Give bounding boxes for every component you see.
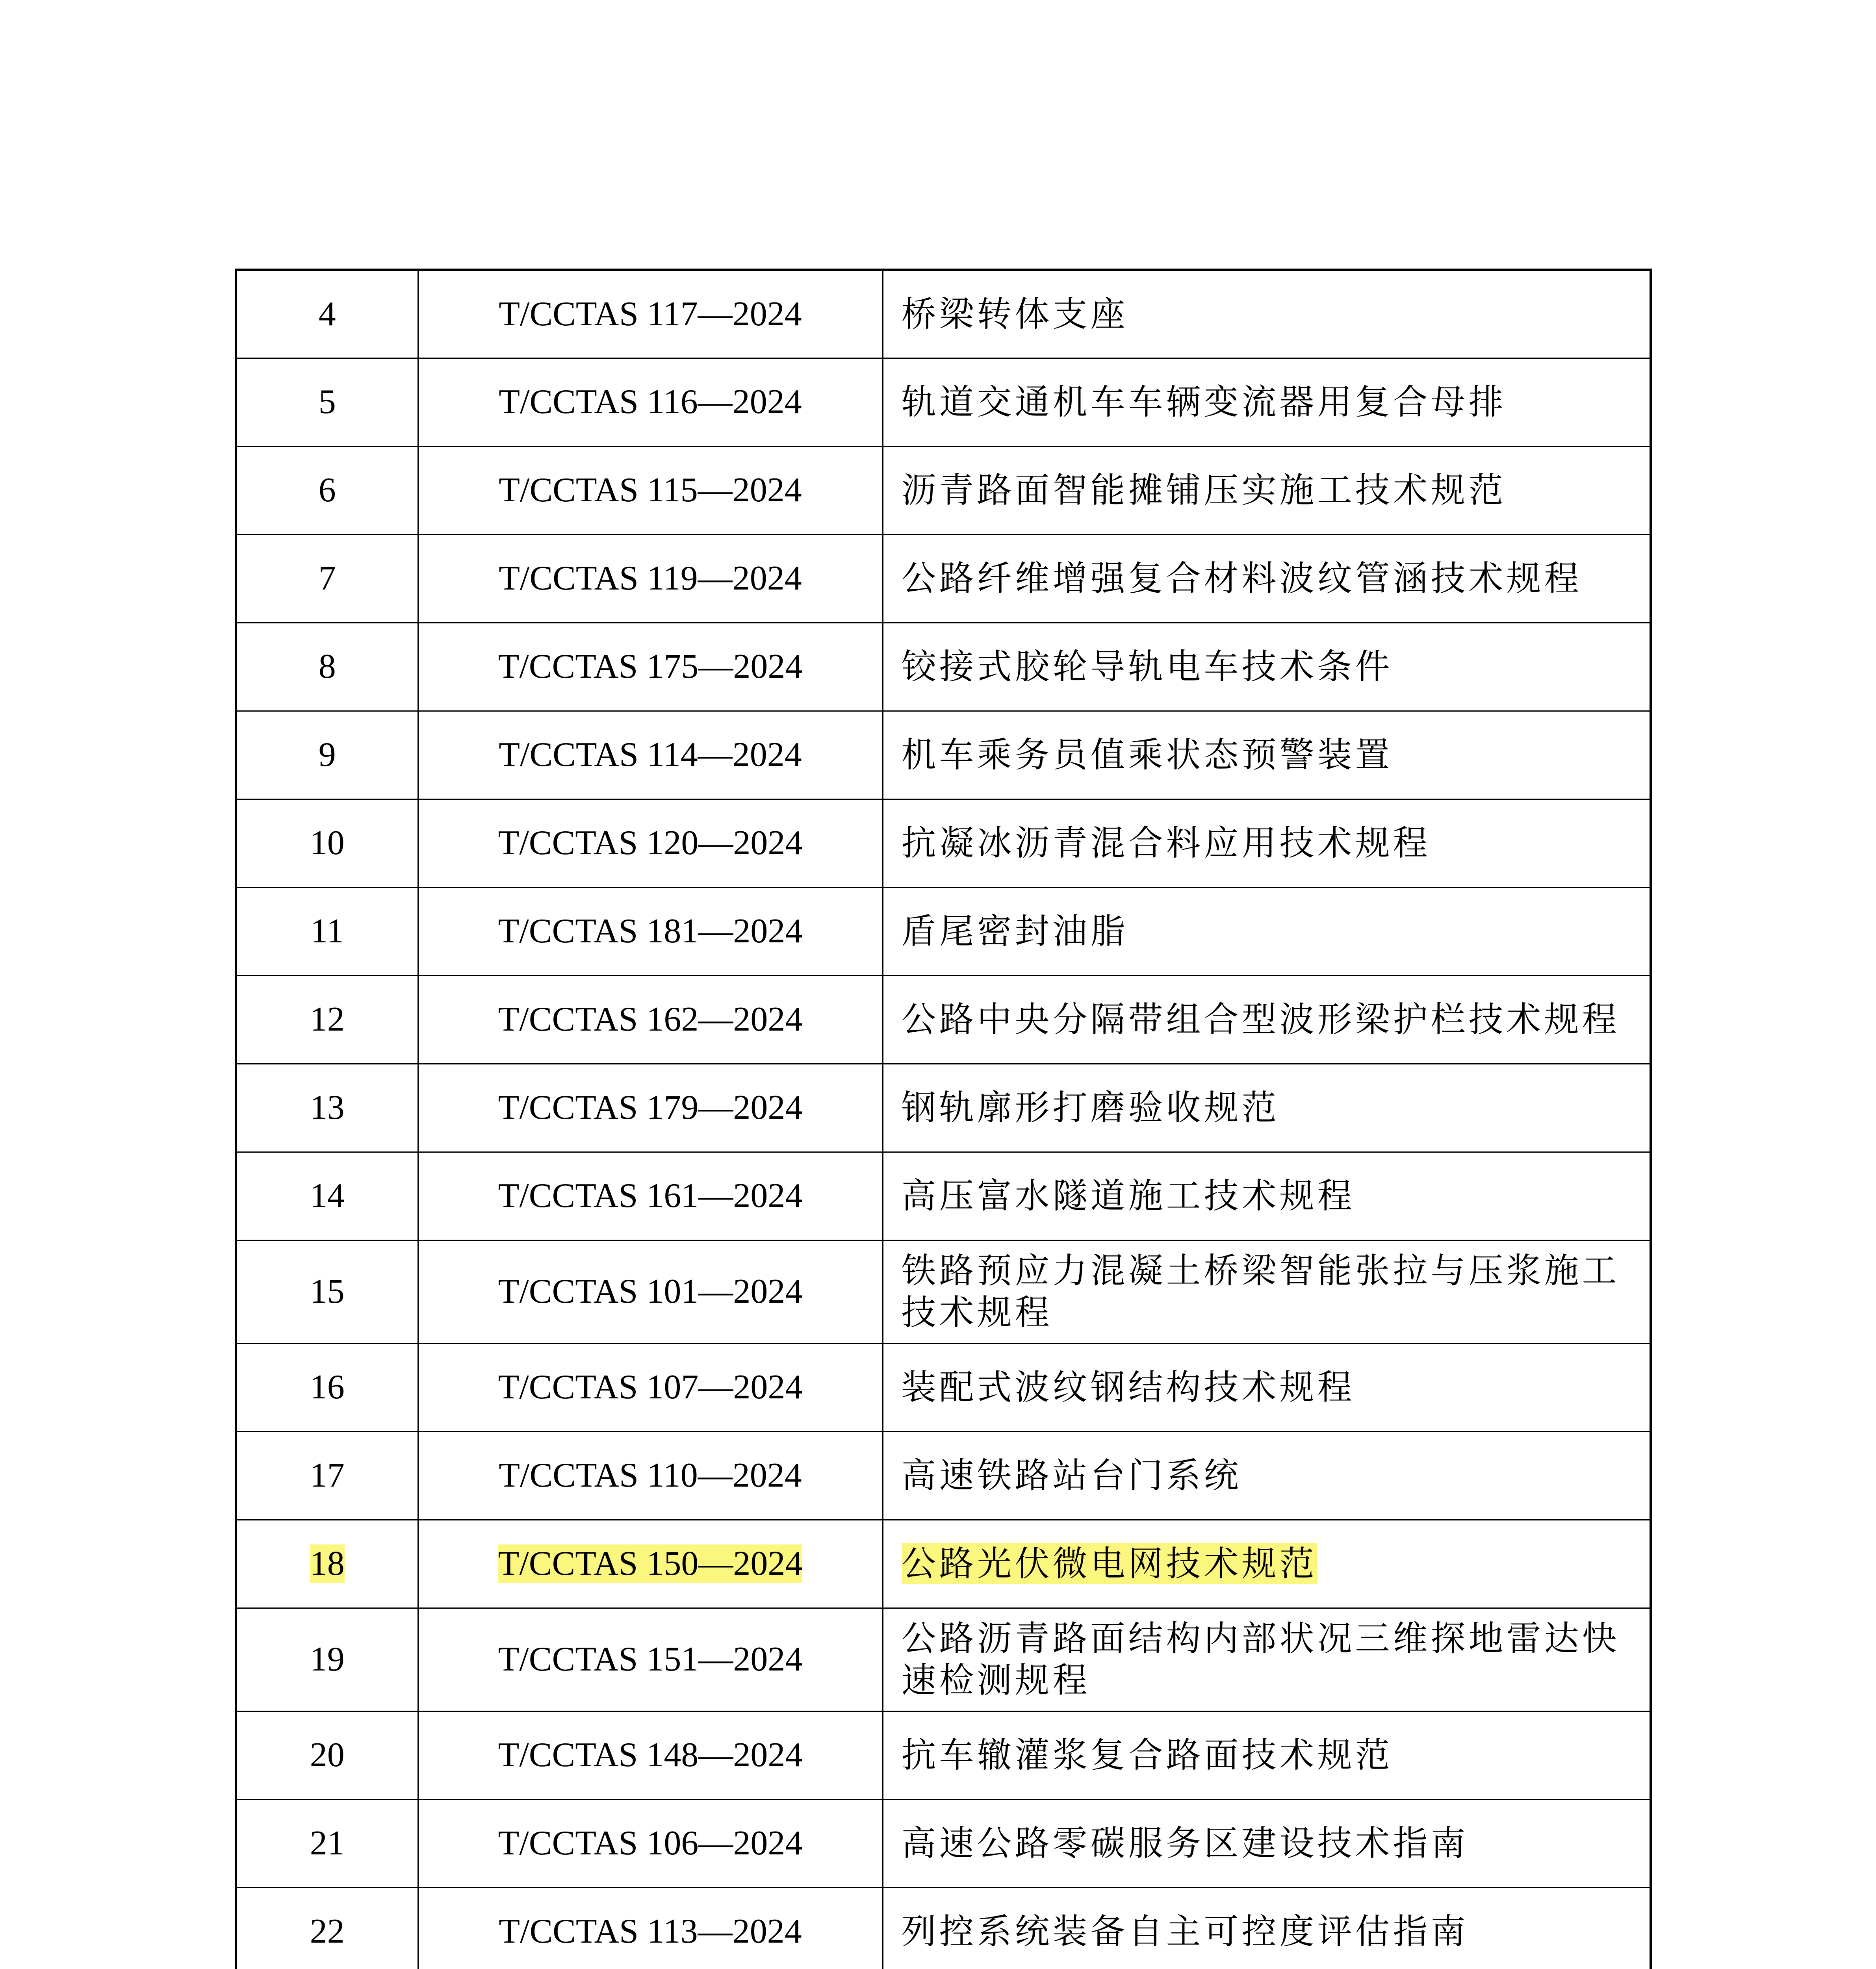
standard-name: 抗车辙灌浆复合路面技术规范: [883, 1711, 1651, 1799]
row-number: 11: [236, 887, 418, 975]
row-number: 6: [236, 446, 418, 534]
standard-name: 钢轨廓形打磨验收规范: [883, 1064, 1651, 1152]
highlight-mark: 公路光伏微电网技术规范: [901, 1543, 1317, 1584]
standard-code: T/CCTAS 117—2024: [418, 270, 883, 358]
row-number: 12: [236, 975, 418, 1064]
table-row: [236, 1608, 1651, 1711]
standard-name: [883, 1520, 1651, 1608]
standard-code: T/CCTAS 181—2024: [418, 887, 883, 975]
row-number: 19: [236, 1608, 418, 1711]
standard-code: T/CCTAS 162—2024: [418, 975, 883, 1064]
row-number: 10: [236, 799, 418, 887]
standard-name: 公路纤维增强复合材料波纹管涵技术规程: [883, 534, 1651, 623]
table-row: [236, 975, 1651, 1064]
highlight-mark: 18: [310, 1544, 345, 1583]
standard-name: 高速公路零碳服务区建设技术指南: [883, 1799, 1651, 1887]
standard-name: 公路沥青路面结构内部状况三维探地雷达快速检测规程: [883, 1608, 1651, 1711]
table-row: [236, 1431, 1651, 1520]
standard-code: T/CCTAS 116—2024: [418, 358, 883, 446]
table-row-highlighted: [236, 1520, 1651, 1608]
row-number: 20: [236, 1711, 418, 1799]
standard-name: 列控系统装备自主可控度评估指南: [883, 1887, 1651, 1969]
standard-code: T/CCTAS 101—2024: [418, 1240, 883, 1343]
table-row: [236, 1711, 1651, 1799]
table-row: [236, 1064, 1651, 1152]
row-number: 5: [236, 358, 418, 446]
row-number: 15: [236, 1240, 418, 1343]
table-row: [236, 711, 1651, 799]
standard-code: T/CCTAS 113—2024: [418, 1887, 883, 1969]
standard-code: T/CCTAS 179—2024: [418, 1064, 883, 1152]
table-row: [236, 1343, 1651, 1431]
standard-code: T/CCTAS 148—2024: [418, 1711, 883, 1799]
standard-name: 铁路预应力混凝土桥梁智能张拉与压浆施工技术规程: [883, 1240, 1651, 1343]
standard-code: T/CCTAS 115—2024: [418, 446, 883, 534]
standard-code: [418, 1520, 883, 1608]
row-number: 8: [236, 623, 418, 711]
table-row: [236, 534, 1651, 623]
standard-name: 沥青路面智能摊铺压实施工技术规范: [883, 446, 1651, 534]
standard-code: T/CCTAS 175—2024: [418, 623, 883, 711]
standard-name: 轨道交通机车车辆变流器用复合母排: [883, 358, 1651, 446]
row-number: 7: [236, 534, 418, 623]
row-number: 16: [236, 1343, 418, 1431]
row-number: 4: [236, 270, 418, 358]
standard-code: T/CCTAS 161—2024: [418, 1152, 883, 1240]
row-number: 13: [236, 1064, 418, 1152]
standard-name: 抗凝冰沥青混合料应用技术规程: [883, 799, 1651, 887]
row-number: 14: [236, 1152, 418, 1240]
standard-code: T/CCTAS 107—2024: [418, 1343, 883, 1431]
standard-code: T/CCTAS 114—2024: [418, 711, 883, 799]
table-row: [236, 1152, 1651, 1240]
table-row: [236, 446, 1651, 534]
standard-code: T/CCTAS 119—2024: [418, 534, 883, 623]
standard-name: 高压富水隧道施工技术规程: [883, 1152, 1651, 1240]
standard-name: 装配式波纹钢结构技术规程: [883, 1343, 1651, 1431]
table-row: [236, 358, 1651, 446]
row-number: 17: [236, 1431, 418, 1520]
table-row: [236, 1799, 1651, 1887]
highlight-mark: T/CCTAS 150—2024: [498, 1544, 803, 1583]
standard-code: T/CCTAS 110—2024: [418, 1431, 883, 1520]
standard-code: T/CCTAS 106—2024: [418, 1799, 883, 1887]
standards-table: [235, 269, 1652, 1969]
standard-name: 铰接式胶轮导轨电车技术条件: [883, 623, 1651, 711]
standard-name: 机车乘务员值乘状态预警装置: [883, 711, 1651, 799]
table-row: [236, 270, 1651, 358]
table-row: [236, 799, 1651, 887]
row-number: [236, 1520, 418, 1608]
standard-name: 桥梁转体支座: [883, 270, 1651, 358]
table-row: [236, 1887, 1651, 1969]
standard-name: 盾尾密封油脂: [883, 887, 1651, 975]
standard-code: T/CCTAS 151—2024: [418, 1608, 883, 1711]
table-row: [236, 623, 1651, 711]
row-number: 9: [236, 711, 418, 799]
table-row: [236, 887, 1651, 975]
standard-name: 高速铁路站台门系统: [883, 1431, 1651, 1520]
row-number: 22: [236, 1887, 418, 1969]
table-row: [236, 1240, 1651, 1343]
standard-name: 公路中央分隔带组合型波形梁护栏技术规程: [883, 975, 1651, 1064]
row-number: 21: [236, 1799, 418, 1887]
standard-code: T/CCTAS 120—2024: [418, 799, 883, 887]
